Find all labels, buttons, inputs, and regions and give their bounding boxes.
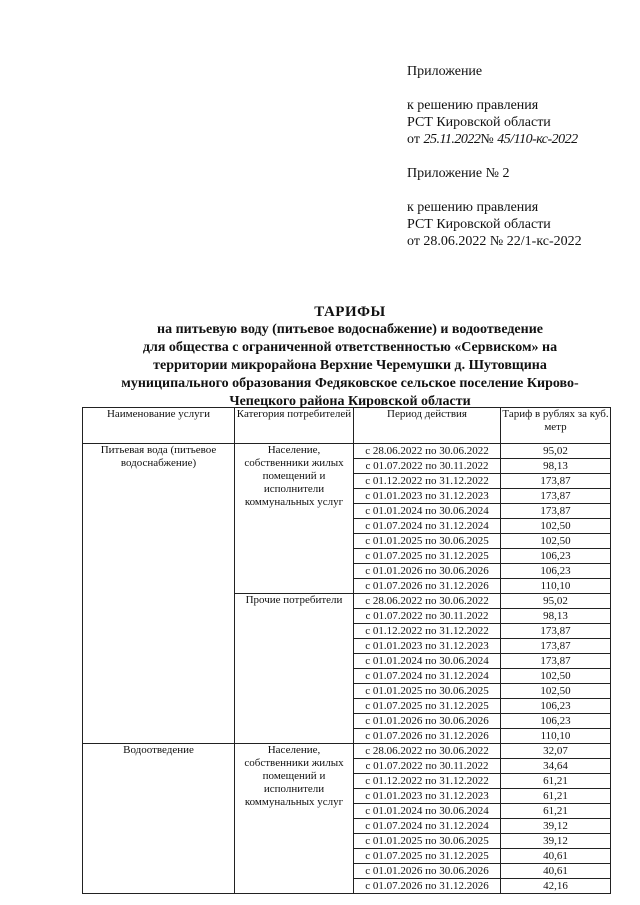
header-rate: Тариф в рублях за куб. метр xyxy=(501,408,611,444)
appendix-label: Приложение xyxy=(407,64,483,79)
title-line: муниципального образования Федяковское сельское поселение Кирово- xyxy=(121,376,579,391)
rate-cell: 102,50 xyxy=(501,519,611,534)
rate-cell: 173,87 xyxy=(501,489,611,504)
service-name-cell: Водоотведение xyxy=(83,744,235,894)
rate-cell: 102,50 xyxy=(501,669,611,684)
period-cell: с 01.07.2022 по 30.11.2022 xyxy=(354,609,501,624)
handwritten-number: 45/110-кс-2022 xyxy=(497,132,578,147)
title-main: ТАРИФЫ xyxy=(314,304,386,320)
period-cell: с 01.01.2023 по 31.12.2023 xyxy=(354,789,501,804)
rate-cell: 40,61 xyxy=(501,864,611,879)
rate-cell: 106,23 xyxy=(501,564,611,579)
period-cell: с 01.07.2026 по 31.12.2026 xyxy=(354,579,501,594)
period-cell: с 01.01.2026 по 30.06.2026 xyxy=(354,864,501,879)
period-cell: с 01.07.2024 по 31.12.2024 xyxy=(354,819,501,834)
rate-cell: 34,64 xyxy=(501,759,611,774)
rate-cell: 61,21 xyxy=(501,774,611,789)
rate-cell: 98,13 xyxy=(501,459,611,474)
period-cell: с 28.06.2022 по 30.06.2022 xyxy=(354,444,501,459)
period-cell: с 01.07.2026 по 31.12.2026 xyxy=(354,879,501,894)
period-cell: с 01.01.2024 по 30.06.2024 xyxy=(354,804,501,819)
period-cell: с 28.06.2022 по 30.06.2022 xyxy=(354,744,501,759)
header-service: Наименование услуги xyxy=(83,408,235,444)
header-period: Период действия xyxy=(354,408,501,444)
decision-line: к решению правления xyxy=(407,98,539,113)
table-row xyxy=(83,744,611,759)
rate-cell: 173,87 xyxy=(501,504,611,519)
rate-cell: 110,10 xyxy=(501,579,611,594)
number-sign: № xyxy=(480,132,494,147)
period-cell: с 01.01.2024 по 30.06.2024 xyxy=(354,504,501,519)
service-name-cell: Питьевая вода (питьевое водоснабжение) xyxy=(83,444,235,744)
period-cell: с 01.07.2022 по 30.11.2022 xyxy=(354,459,501,474)
period-cell: с 01.01.2025 по 30.06.2025 xyxy=(354,834,501,849)
period-cell: с 01.01.2025 по 30.06.2025 xyxy=(354,534,501,549)
category-cell: Население, собственники жилых помещений и исполнители коммунальных услуг xyxy=(235,744,354,894)
table-row xyxy=(83,444,611,459)
decision-2-line: к решению правления xyxy=(407,200,539,215)
rate-cell: 95,02 xyxy=(501,444,611,459)
tariff-table xyxy=(82,407,611,894)
period-cell: с 01.01.2025 по 30.06.2025 xyxy=(354,684,501,699)
period-cell: с 01.12.2022 по 31.12.2022 xyxy=(354,624,501,639)
period-cell: с 01.07.2025 по 31.12.2025 xyxy=(354,849,501,864)
authority-2-line: РСТ Кировской области xyxy=(407,217,551,232)
handwritten-date: 25.11.2022 xyxy=(423,132,481,147)
table-body xyxy=(83,444,611,894)
signed-date-line xyxy=(407,131,582,148)
period-cell: с 01.07.2025 по 31.12.2025 xyxy=(354,699,501,714)
rate-cell: 173,87 xyxy=(501,639,611,654)
decision-2-date: от 28.06.2022 № 22/1-кс-2022 xyxy=(407,234,582,249)
rate-cell: 106,23 xyxy=(501,714,611,729)
rate-cell: 40,61 xyxy=(501,849,611,864)
period-cell: с 01.07.2024 по 31.12.2024 xyxy=(354,519,501,534)
period-cell: с 01.07.2024 по 31.12.2024 xyxy=(354,669,501,684)
period-cell: с 01.07.2026 по 31.12.2026 xyxy=(354,729,501,744)
authority-line: РСТ Кировской области xyxy=(407,115,551,130)
appendix-2-label: Приложение № 2 xyxy=(407,166,510,181)
title-line: Чепецкого района Кировской области xyxy=(229,394,471,409)
period-cell: с 01.12.2022 по 31.12.2022 xyxy=(354,774,501,789)
rate-cell: 42,16 xyxy=(501,879,611,894)
from-prefix: от xyxy=(407,132,420,147)
period-cell: с 01.01.2026 по 30.06.2026 xyxy=(354,714,501,729)
rate-cell: 102,50 xyxy=(501,684,611,699)
title-line: территории микрорайона Верхние Черемушки д. Шутовщина xyxy=(153,358,547,373)
category-cell: Прочие потребители xyxy=(235,594,354,744)
period-cell: с 28.06.2022 по 30.06.2022 xyxy=(354,594,501,609)
title-line: для общества с ограниченной ответственностью «Сервиском» на xyxy=(142,340,558,355)
rate-cell: 98,13 xyxy=(501,609,611,624)
rate-cell: 106,23 xyxy=(501,549,611,564)
rate-cell: 39,12 xyxy=(501,834,611,849)
document-title xyxy=(60,303,640,411)
period-cell: с 01.07.2025 по 31.12.2025 xyxy=(354,549,501,564)
table-header-row xyxy=(83,408,611,444)
period-cell: с 01.07.2022 по 30.11.2022 xyxy=(354,759,501,774)
rate-cell: 102,50 xyxy=(501,534,611,549)
title-line: на питьевую воду (питьевое водоснабжение) и водоотведение xyxy=(157,322,543,337)
rate-cell: 106,23 xyxy=(501,699,611,714)
category-cell: Население, собственники жилых помещений и исполнители коммунальных услуг xyxy=(235,444,354,594)
rate-cell: 110,10 xyxy=(501,729,611,744)
rate-cell: 61,21 xyxy=(501,789,611,804)
period-cell: с 01.01.2026 по 30.06.2026 xyxy=(354,564,501,579)
period-cell: с 01.01.2023 по 31.12.2023 xyxy=(354,639,501,654)
rate-cell: 173,87 xyxy=(501,474,611,489)
rate-cell: 61,21 xyxy=(501,804,611,819)
period-cell: с 01.12.2022 по 31.12.2022 xyxy=(354,474,501,489)
header-category: Категория потребителей xyxy=(235,408,354,444)
rate-cell: 95,02 xyxy=(501,594,611,609)
rate-cell: 173,87 xyxy=(501,624,611,639)
period-cell: с 01.01.2023 по 31.12.2023 xyxy=(354,489,501,504)
rate-cell: 173,87 xyxy=(501,654,611,669)
rate-cell: 32,07 xyxy=(501,744,611,759)
period-cell: с 01.01.2024 по 30.06.2024 xyxy=(354,654,501,669)
appendix-header xyxy=(407,63,582,250)
rate-cell: 39,12 xyxy=(501,819,611,834)
